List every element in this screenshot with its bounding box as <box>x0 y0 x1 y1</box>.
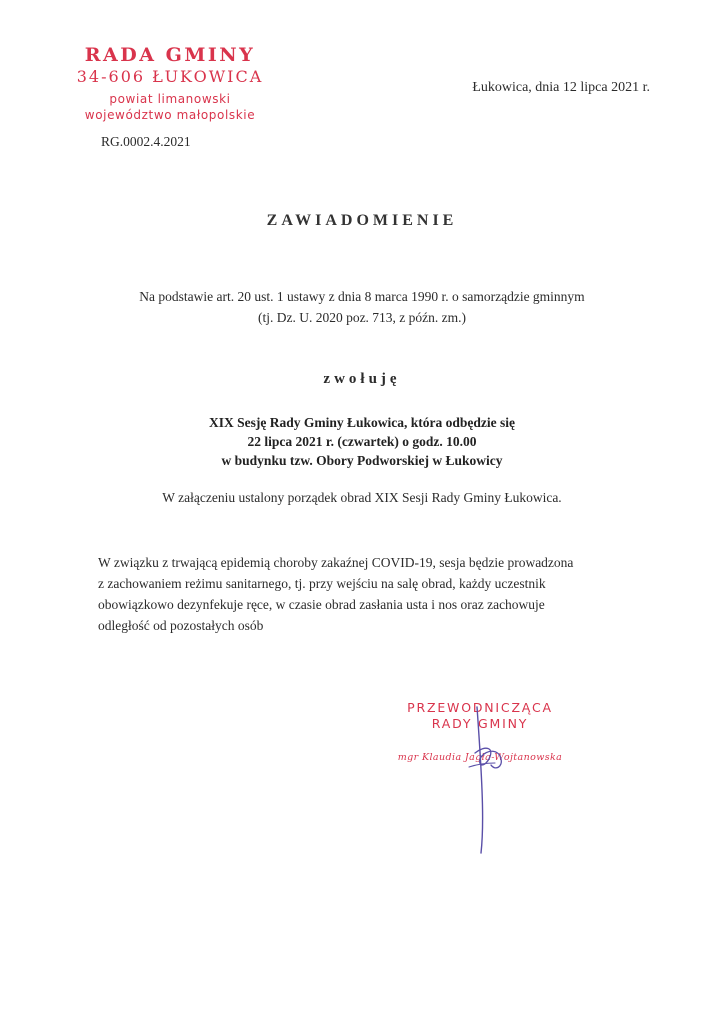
stamp-line-4: województwo małopolskie <box>84 108 256 122</box>
stamp-line-3: powiat limanowski <box>109 92 231 106</box>
document-title: ZAWIADOMIENIE <box>266 212 458 229</box>
attachment-note: W załączeniu ustalony porządek obrad XIX Sesji Rady Gminy Łukowica. <box>162 490 562 505</box>
legal-basis-line-2: (tj. Dz. U. 2020 poz. 713, z późn. zm.) <box>257 310 467 325</box>
stamp-line-1: RADA GMINY <box>84 44 256 66</box>
covid-line-4: odległość od pozostałych osób <box>98 618 264 633</box>
legal-basis-line-1: Na podstawie art. 20 ust. 1 ustawy z dnia 8 marca 1990 r. o samorządzie gminnym <box>139 289 585 304</box>
document-date: Łukowica, dnia 12 lipca 2021 r. <box>472 80 650 95</box>
reference-number: RG.0002.4.2021 <box>101 134 191 149</box>
session-line-2: 22 lipca 2021 r. (czwartek) o godz. 10.00 <box>247 434 477 449</box>
handwritten-signature <box>455 705 525 855</box>
covid-line-1: W związku z trwającą epidemią choroby zakaźnej COVID-19, sesja będzie prowadzona <box>98 555 574 570</box>
session-line-1: XIX Sesję Rady Gminy Łukowica, która odbędzie się <box>208 415 515 430</box>
convene-heading: zwołuję <box>323 371 401 387</box>
session-line-3: w budynku tzw. Obory Podworskiej w Łukowicy <box>221 453 503 468</box>
session-details <box>60 413 664 470</box>
signature-stamp-line-3: mgr Klaudia Jagła-Wojtanowska <box>397 752 563 763</box>
signature-stamp-line-1: PRZEWODNICZĄCA <box>407 700 553 715</box>
covid-line-3: obowiązkowo dezynfekuje ręce, w czasie obrad zasłania usta i nos oraz zachowuje <box>98 597 545 612</box>
covid-notice <box>98 552 618 636</box>
council-stamp <box>60 44 280 123</box>
signature-stamp-line-2: RADY GMINY <box>431 716 529 731</box>
stamp-line-2: 34-606 ŁUKOWICA <box>76 67 264 86</box>
legal-basis <box>60 286 664 328</box>
covid-line-2: z zachowaniem reżimu sanitarnego, tj. przy wejściu na salę obrad, każdy uczestnik <box>98 576 546 591</box>
